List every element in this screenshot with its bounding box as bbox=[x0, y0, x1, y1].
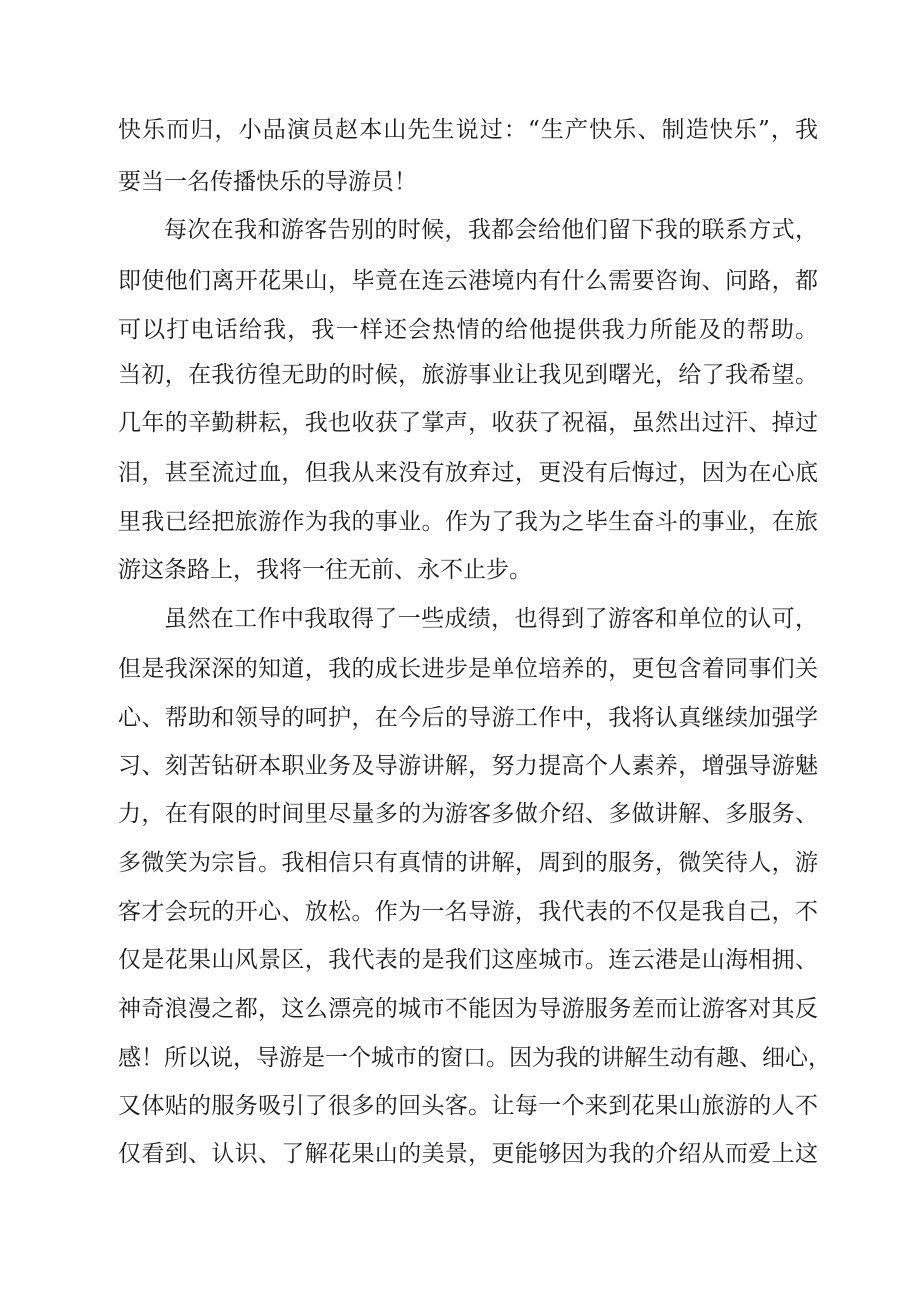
text-line: 又体贴的服务吸引了很多的回头客。让每一个来到花果山旅游的人不 bbox=[118, 1093, 818, 1119]
text-line: 可以打电话给我，我一样还会热情的给他提供我力所能及的帮助。 bbox=[118, 317, 818, 343]
text-line: 泪，甚至流过血，但我从来没有放弃过，更没有后悔过，因为在心底 bbox=[118, 460, 818, 486]
text-line: 感！所以说，导游是一个城市的窗口。因为我的讲解生动有趣、细心， bbox=[118, 1045, 831, 1071]
text-line: 即使他们离开花果山，毕竟在连云港境内有什么需要咨询、问路，都 bbox=[118, 268, 818, 294]
text-line: 要当一名传播快乐的导游员！ bbox=[118, 169, 417, 195]
text-line: 仅看到、认识、了解花果山的美景，更能够因为我的介绍从而爱上这 bbox=[118, 1141, 818, 1167]
text-line: 仅是花果山风景区，我代表的是我们这座城市。连云港是山海相拥、 bbox=[118, 947, 818, 973]
text-line: 里我已经把旅游作为我的事业。作为了我为之毕生奋斗的事业，在旅 bbox=[118, 509, 818, 535]
text-line: 游这条路上，我将一往无前、永不止步。 bbox=[118, 557, 532, 583]
text-line: 习、刻苦钻研本职业务及导游讲解，努力提高个人素养，增强导游魅 bbox=[118, 753, 818, 779]
text-line: 每次在我和游客告别的时候，我都会给他们留下我的联系方式， bbox=[164, 217, 818, 243]
text-line: 当初，在我彷徨无助的时候，旅游事业让我见到曙光，给了我希望。 bbox=[118, 362, 818, 388]
text-line: 虽然在工作中我取得了一些成绩，也得到了游客和单位的认可， bbox=[164, 606, 818, 632]
text-line: 客才会玩的开心、放松。作为一名导游，我代表的不仅是我自己，不 bbox=[118, 899, 818, 925]
text-line: 几年的辛勤耕耘，我也收获了掌声，收获了祝福，虽然出过汗、掉过 bbox=[118, 410, 818, 436]
text-line: 力，在有限的时间里尽量多的为游客多做介绍、多做讲解、多服务、 bbox=[118, 801, 818, 827]
text-line: 但是我深深的知道，我的成长进步是单位培养的，更包含着同事们关 bbox=[118, 656, 818, 682]
text-line: 多微笑为宗旨。我相信只有真情的讲解，周到的服务，微笑待人，游 bbox=[118, 850, 818, 876]
text-line: 心、帮助和领导的呵护，在今后的导游工作中，我将认真继续加强学 bbox=[118, 705, 818, 731]
text-line: 快乐而归，小品演员赵本山先生说过：“生产快乐、制造快乐”，我 bbox=[118, 117, 818, 143]
text-line: 神奇浪漫之都，这么漂亮的城市不能因为导游服务差而让游客对其反 bbox=[118, 996, 818, 1022]
